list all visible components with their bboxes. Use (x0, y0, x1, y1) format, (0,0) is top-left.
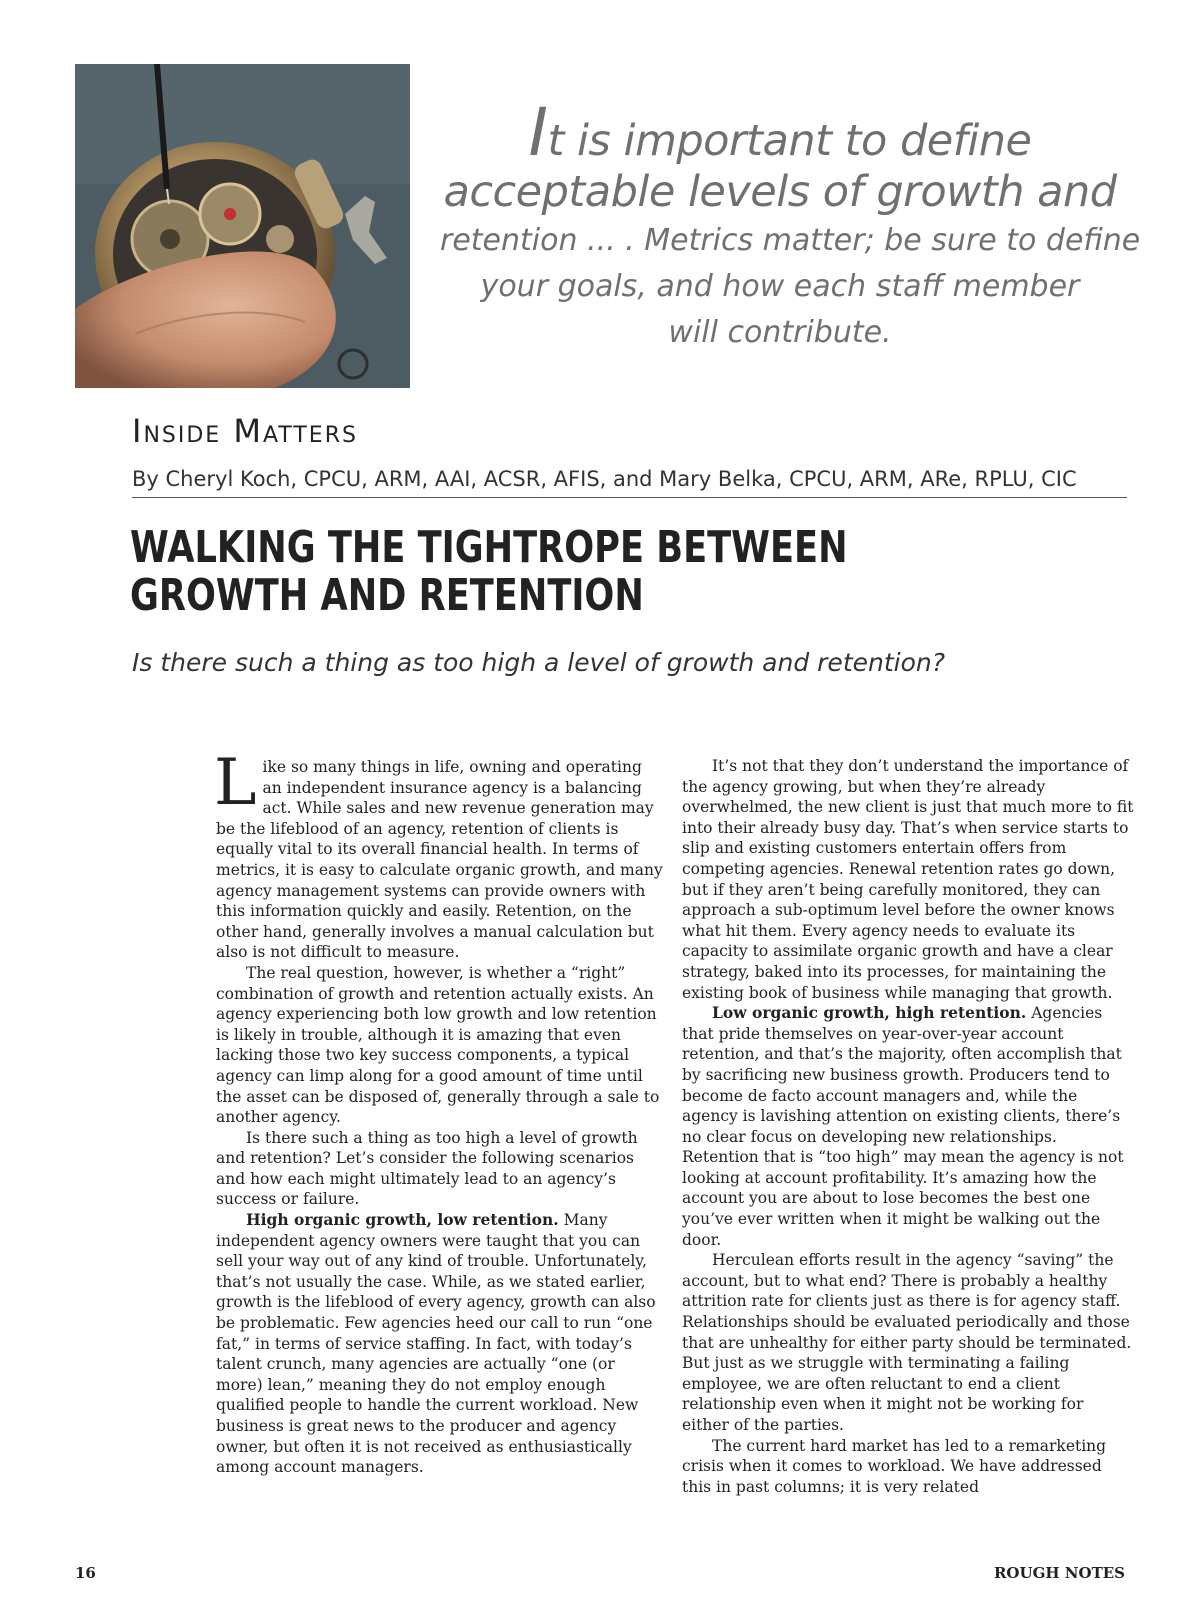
deck-subtitle: Is there such a thing as too high a level of growth and retention? (132, 648, 946, 677)
article-column-right (682, 756, 1134, 1497)
body-paragraph (216, 1210, 664, 1478)
paragraph-lead-in: High organic growth, low retention. (246, 1210, 559, 1230)
headline-line-1: WALKING THE TIGHTROPE BETWEEN (130, 522, 848, 573)
dropcap: L (214, 746, 257, 820)
pull-quote-dropcap: I (528, 94, 548, 171)
paragraph-lead-in: Low organic growth, high retention. (712, 1003, 1027, 1023)
pull-quote-line-1: t is important to define (547, 116, 1032, 166)
body-paragraph (682, 1003, 1134, 1250)
watch-repair-illustration (75, 64, 410, 388)
pull-quote-line-5: will contribute. (668, 315, 892, 350)
publication-name: ROUGH NOTES (993, 1564, 1125, 1582)
body-paragraph-text: ike so many things in life, owning and operating an independent insurance agency is a balancing act. While sales and new revenue generation may be the lifeblood of an agency, retention of clients is equally vital to its overall financial health. In terms of metrics, it is easy to calculate organic growth, and many agency management systems can provide owners with this information quickly and easily. Retention, on the other hand, generally involves a manual calculation but also is not difficult to measure. (216, 758, 663, 962)
pull-quote-line-3: retention ... . Metrics matter; be sure to define (440, 223, 1141, 258)
body-paragraph: The current hard market has led to a remarketing crisis when it comes to workload. We have addressed this in past columns; it is very related (682, 1436, 1107, 1496)
body-paragraph (214, 746, 664, 963)
headline (130, 524, 848, 620)
watch-repair-photo (75, 64, 410, 388)
pull-quote-line-4: your goals, and how each staff member (480, 269, 1080, 304)
body-paragraph-text: Many independent agency owners were taught that you can sell your way out of any kind of trouble. Unfortunately, that’s not usually the case. While, as we stated earlier, growth is the lifeblood of every agency, growth can also be problematic. Few agencies heed our call to run “one fat,” in terms of service staffing. In fact, with today’s talent crunch, many agencies are actually “one (or more) lean,” meaning they do not employ enough qualified people to handle the current workload. New business is great news to the producer and agency owner, but often it is not received as enthusiastically among account managers. (216, 1211, 656, 1477)
pull-quote-line-2: acceptable levels of growth and (443, 167, 1117, 217)
page-number: 16 (75, 1564, 96, 1582)
headline-line-2: GROWTH AND RETENTION (130, 570, 644, 621)
pull-quote (440, 94, 1141, 356)
body-paragraph: It’s not that they don’t understand the importance of the agency growing, but when they’re already overwhelmed, the new client is just that much more to fit into their already busy day. That’s when service starts to slip and existing customers entertain offers from competing agencies. Renewal retention rates go down, but if they aren’t being carefully monitored, they can approach a sub-optimum level before the owner knows what hit them. Every agency needs to evaluate its capacity to assimilate organic growth and have a clear strategy, baked into its processes, for maintaining the existing book of business while managing that growth. (682, 757, 1134, 1002)
column-title: Inside Matters (132, 412, 358, 450)
body-paragraph: The real question, however, is whether a “right” combination of growth and retention actually exists. An agency experiencing both low growth and low retention is likely in trouble, although it is amazing that even lacking those two key success components, a typical agency can limp along for a good amount of time until the asset can be disposed of, generally through a sale to another agency. (216, 963, 660, 1127)
byline: By Cheryl Koch, CPCU, ARM, AAI, ACSR, AFIS, and Mary Belka, CPCU, ARM, ARe, RPLU, CIC (132, 467, 1127, 498)
body-paragraph: Is there such a thing as too high a level of growth and retention? Let’s consider the following scenarios and how each might ultimately lead to an agency’s success or failure. (216, 1128, 638, 1209)
body-paragraph-text: Agencies that pride themselves on year-over-year account retention, and that’s the majority, often accomplish that by sacrificing new business growth. Producers tend to become de facto account managers and, while the agency is lavishing attention on existing clients, there’s no clear focus on developing new relationships. Retention that is “too high” may mean the agency is not looking at account profitability. It’s amazing how the account you are about to lose becomes the best one you’ve ever written when it might be walking out the door. (682, 1004, 1124, 1249)
body-paragraph: Herculean efforts result in the agency “saving” the account, but to what end? There is probably a healthy attrition rate for clients just as there is for agency staff. Relationships should be evaluated periodically and those that are unhealthy for either party should be terminated. But just as we struggle with terminating a failing employee, we are often reluctant to end a client relationship even when it might not be working for either of the parties. (682, 1251, 1132, 1434)
article-column-left (214, 746, 664, 1478)
